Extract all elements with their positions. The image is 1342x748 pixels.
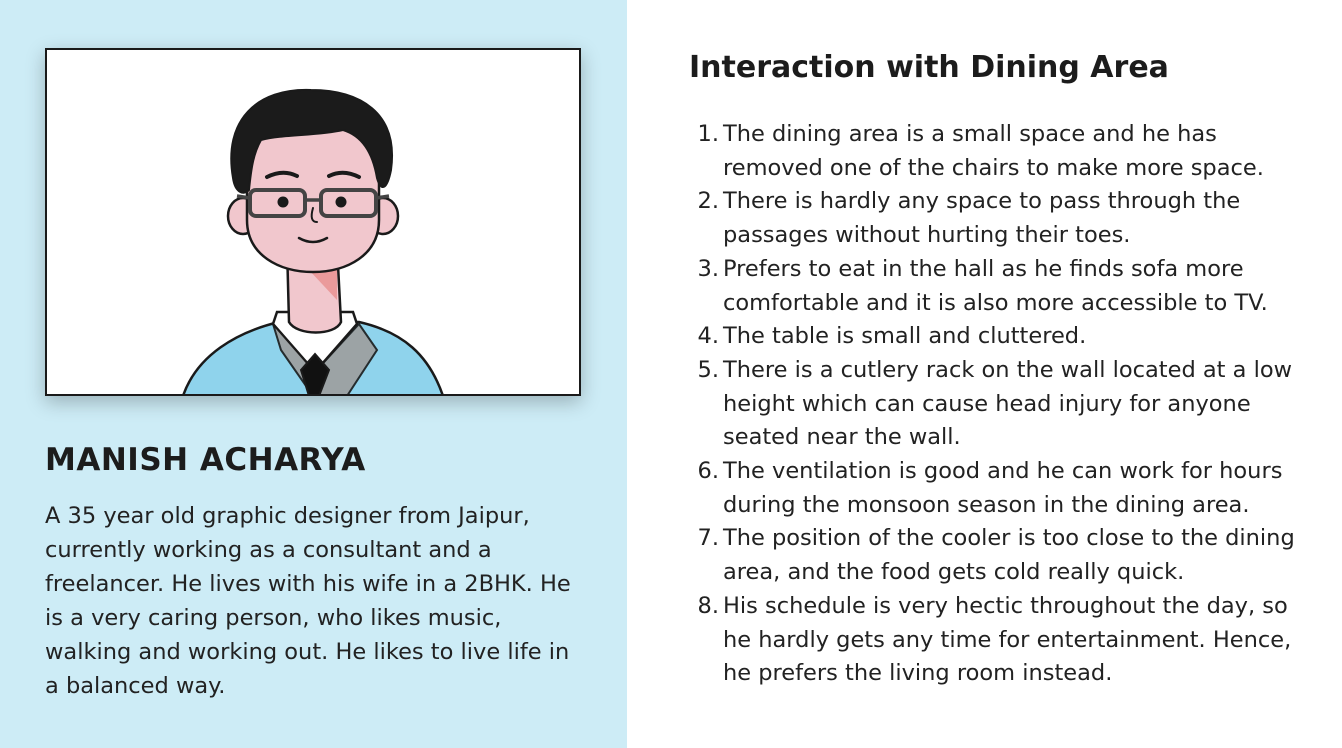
- list-item-number: 4.: [697, 323, 719, 350]
- list-item-number: 5.: [697, 356, 719, 383]
- list-item-number: 8.: [697, 592, 719, 619]
- list-item-number: 7.: [697, 525, 719, 552]
- list-item: [697, 590, 1313, 691]
- list-item: [697, 118, 1313, 185]
- list-item: [697, 320, 1313, 354]
- observations-list: [697, 118, 1313, 691]
- list-item-number: 1.: [697, 121, 719, 147]
- man-with-glasses-avatar-icon: [47, 50, 579, 394]
- list-item-number: 6.: [697, 458, 719, 485]
- list-item: [697, 455, 1313, 522]
- list-item: [697, 522, 1313, 589]
- list-item-number: 3.: [697, 255, 719, 282]
- list-item-text: There is a cutlery rack on the wall located at a low height which can cause head injury for anyone seated near the wall.: [723, 356, 1293, 451]
- list-item: [697, 354, 1313, 455]
- persona-bio: A 35 year old graphic designer from Jaipur, currently working as a consultant and a freelancer. He lives with his wife in a 2BHK. He is a very caring person, who likes music, walking and working out. He likes to live life in a balanced way.: [45, 503, 571, 699]
- list-item-text: There is hardly any space to pass through the passages without hurting their toes.: [723, 188, 1241, 249]
- list-item-text: The position of the cooler is too close to the dining area, and the food gets cold really quick.: [723, 525, 1295, 586]
- list-item-number: 2.: [697, 188, 719, 215]
- list-item: [697, 253, 1313, 320]
- section-title: Interaction with Dining Area: [689, 50, 1169, 85]
- observations-panel: [627, 0, 1342, 748]
- list-item-text: Prefers to eat in the hall as he finds sofa more comfortable and it is also more accessible to TV.: [723, 255, 1268, 316]
- persona-panel: [0, 0, 627, 748]
- persona-name: MANISH ACHARYA: [45, 442, 366, 478]
- list-item-text: The ventilation is good and he can work for hours during the monsoon season in the dining area.: [723, 458, 1283, 518]
- list-item-text: The table is small and cluttered.: [723, 323, 1087, 350]
- list-item: [697, 185, 1313, 252]
- list-item-text: The dining area is a small space and he has removed one of the chairs to make more space.: [723, 121, 1264, 181]
- persona-portrait: [45, 48, 581, 396]
- list-item-text: His schedule is very hectic throughout the day, so he hardly gets any time for entertainment. Hence, he prefers the living room instead.: [723, 592, 1292, 687]
